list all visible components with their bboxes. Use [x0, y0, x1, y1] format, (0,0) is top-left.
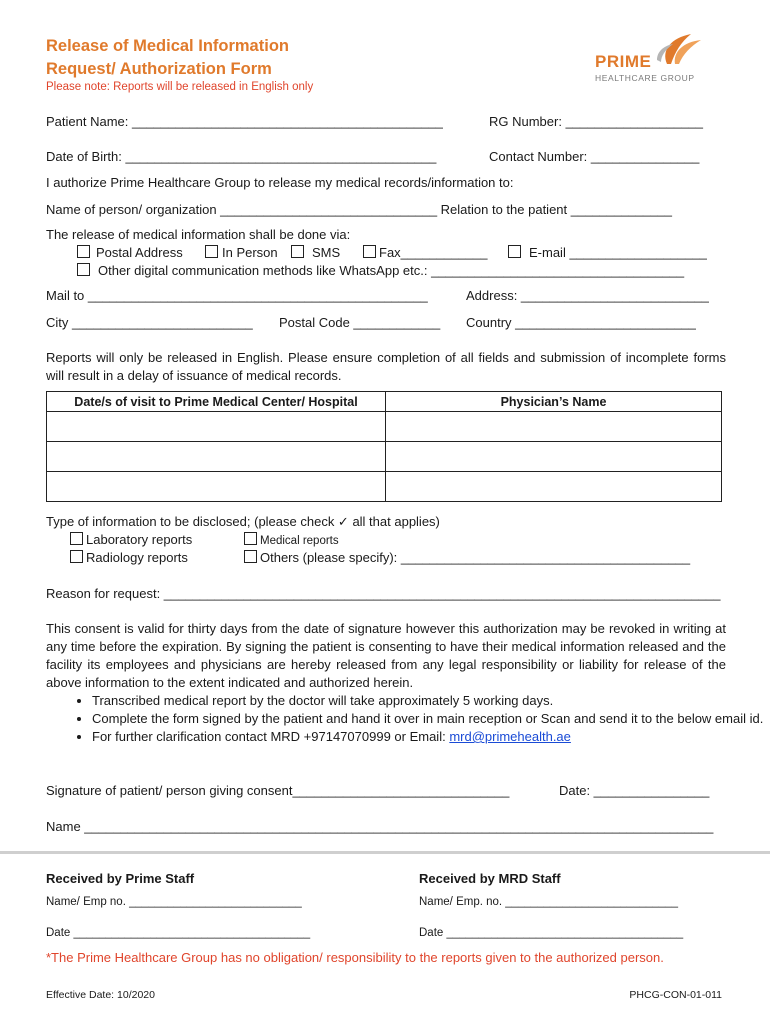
- option-digital[interactable]: [77, 263, 684, 278]
- table-row: [47, 442, 722, 472]
- option-label: Others (please specify): ________________________________________: [260, 550, 691, 565]
- postal-code-field[interactable]: Postal Code ____________: [279, 315, 441, 330]
- visit-date-cell[interactable]: [47, 442, 386, 472]
- prime-staff-name-field[interactable]: Name/ Emp no. ___________________________: [46, 896, 302, 908]
- physician-cell[interactable]: [386, 472, 722, 502]
- prime-logo: [595, 30, 715, 90]
- checkbox[interactable]: [244, 550, 257, 563]
- leaf-logo-icon: [647, 30, 707, 70]
- checkbox[interactable]: [508, 245, 521, 258]
- option-label: Radiology reports: [86, 550, 188, 565]
- option-label: Laboratory reports: [86, 532, 193, 547]
- checkbox[interactable]: [77, 263, 90, 276]
- physician-cell[interactable]: [386, 412, 722, 442]
- option-label: Other digital communication methods like WhatsApp etc.: ___________________________________: [98, 263, 685, 278]
- option-in-person[interactable]: [205, 245, 278, 260]
- form-code: PHCG-CON-01-011: [629, 989, 722, 1001]
- dob-field[interactable]: Date of Birth: ___________________________________________: [46, 149, 437, 164]
- checkbox[interactable]: [70, 532, 83, 545]
- option-label: SMS: [312, 245, 341, 260]
- signature-field[interactable]: Signature of patient/ person giving consent______________________________: [46, 783, 510, 798]
- country-field[interactable]: Country _________________________: [466, 315, 696, 330]
- consent-paragraph: This consent is valid for thirty days from the date of signature however this authorization may be revoked in writing at any time before the expiration. By signing the patient is consenting to have their medical information released and the facility its employees and physicians are hereby released from any legal responsibility or liability for release of the above information to the extent indicated and authorized herein.: [46, 621, 726, 690]
- checkbox[interactable]: [291, 245, 304, 258]
- visits-table: [46, 391, 722, 502]
- option-fax[interactable]: [363, 245, 487, 260]
- form-title-line2: Request/ Authorization Form: [46, 60, 272, 78]
- checkbox[interactable]: [70, 550, 83, 563]
- list-item: • Complete the form signed by the patient and hand it over in main reception or Scan and send it to the below email id.: [92, 710, 770, 728]
- table-header-physician: Physician’s Name: [386, 392, 722, 412]
- contact-text: For further clarification contact MRD +97147070999 or Email:: [92, 729, 450, 744]
- city-field[interactable]: City _________________________: [46, 315, 253, 330]
- mrd-staff-heading: Received by MRD Staff: [419, 871, 561, 886]
- info-radiology-reports[interactable]: [70, 550, 188, 565]
- reason-field[interactable]: Reason for request: _____________________________________________________________________________: [46, 586, 721, 601]
- physician-cell[interactable]: [386, 442, 722, 472]
- logo-subtitle: HEALTHCARE GROUP: [595, 73, 695, 83]
- release-via-label: The release of medical information shall be done via:: [46, 227, 351, 242]
- info-type-heading: Type of information to be disclosed; (please check ✓ all that applies): [46, 514, 440, 529]
- effective-date: Effective Date: 10/2020: [46, 989, 155, 1001]
- authorize-statement: I authorize Prime Healthcare Group to release my medical records/information to:: [46, 175, 514, 190]
- visit-date-cell[interactable]: [47, 412, 386, 442]
- prime-staff-date-field[interactable]: Date _____________________________________: [46, 927, 311, 939]
- instructions-list: [46, 692, 770, 746]
- signature-date-field[interactable]: Date: ________________: [559, 783, 710, 798]
- email-link[interactable]: mrd@primehealth.ae: [449, 729, 571, 744]
- patient-name-field[interactable]: Patient Name: ___________________________________________: [46, 114, 443, 129]
- name-organization-field[interactable]: Name of person/ organization ______________________________ Relation to the patient ______________: [46, 202, 672, 217]
- mail-to-field[interactable]: Mail to _______________________________________________: [46, 288, 428, 303]
- name-field[interactable]: Name _______________________________________________________________________________________: [46, 819, 714, 834]
- option-label: Medical reports: [260, 535, 339, 547]
- info-medical-reports[interactable]: [244, 532, 339, 547]
- info-lab-reports[interactable]: [70, 532, 192, 547]
- option-label: In Person: [222, 245, 278, 260]
- checkbox[interactable]: [205, 245, 218, 258]
- checkbox[interactable]: [244, 532, 257, 545]
- mrd-staff-date-field[interactable]: Date _____________________________________: [419, 927, 684, 939]
- logo-name: PRIME: [595, 52, 652, 71]
- section-divider: [0, 851, 770, 854]
- form-title-line1: Release of Medical Information: [46, 37, 289, 55]
- visit-date-cell[interactable]: [47, 472, 386, 502]
- mrd-staff-name-field[interactable]: Name/ Emp. no. ___________________________: [419, 896, 678, 908]
- checkbox[interactable]: [77, 245, 90, 258]
- address-field[interactable]: Address: __________________________: [466, 288, 709, 303]
- language-note: Please note: Reports will be released in English only: [46, 81, 314, 93]
- english-release-note: Reports will only be released in English. Please ensure completion of all fields and submission of incomplete forms will result in a delay of issuance of medical records.: [46, 350, 726, 383]
- checkbox[interactable]: [363, 245, 376, 258]
- option-label: Postal Address: [96, 245, 183, 260]
- list-item: [92, 728, 770, 746]
- option-label: E-mail ___________________: [529, 245, 707, 260]
- option-email[interactable]: [508, 245, 707, 260]
- contact-number-field[interactable]: Contact Number: _______________: [489, 149, 700, 164]
- table-row: [47, 472, 722, 502]
- prime-staff-heading: Received by Prime Staff: [46, 871, 195, 886]
- option-label: Fax____________: [379, 245, 488, 260]
- list-item: • Transcribed medical report by the doctor will take approximately 5 working days.: [92, 692, 770, 710]
- table-header-visit-dates: Date/s of visit to Prime Medical Center/ Hospital: [47, 392, 386, 412]
- rg-number-field[interactable]: RG Number: ___________________: [489, 114, 703, 129]
- info-others[interactable]: [244, 550, 690, 565]
- disclaimer: *The Prime Healthcare Group has no obligation/ responsibility to the reports given to the authorized person.: [46, 950, 664, 965]
- option-sms[interactable]: [291, 245, 340, 260]
- table-row: [47, 412, 722, 442]
- option-postal-address[interactable]: [77, 245, 183, 260]
